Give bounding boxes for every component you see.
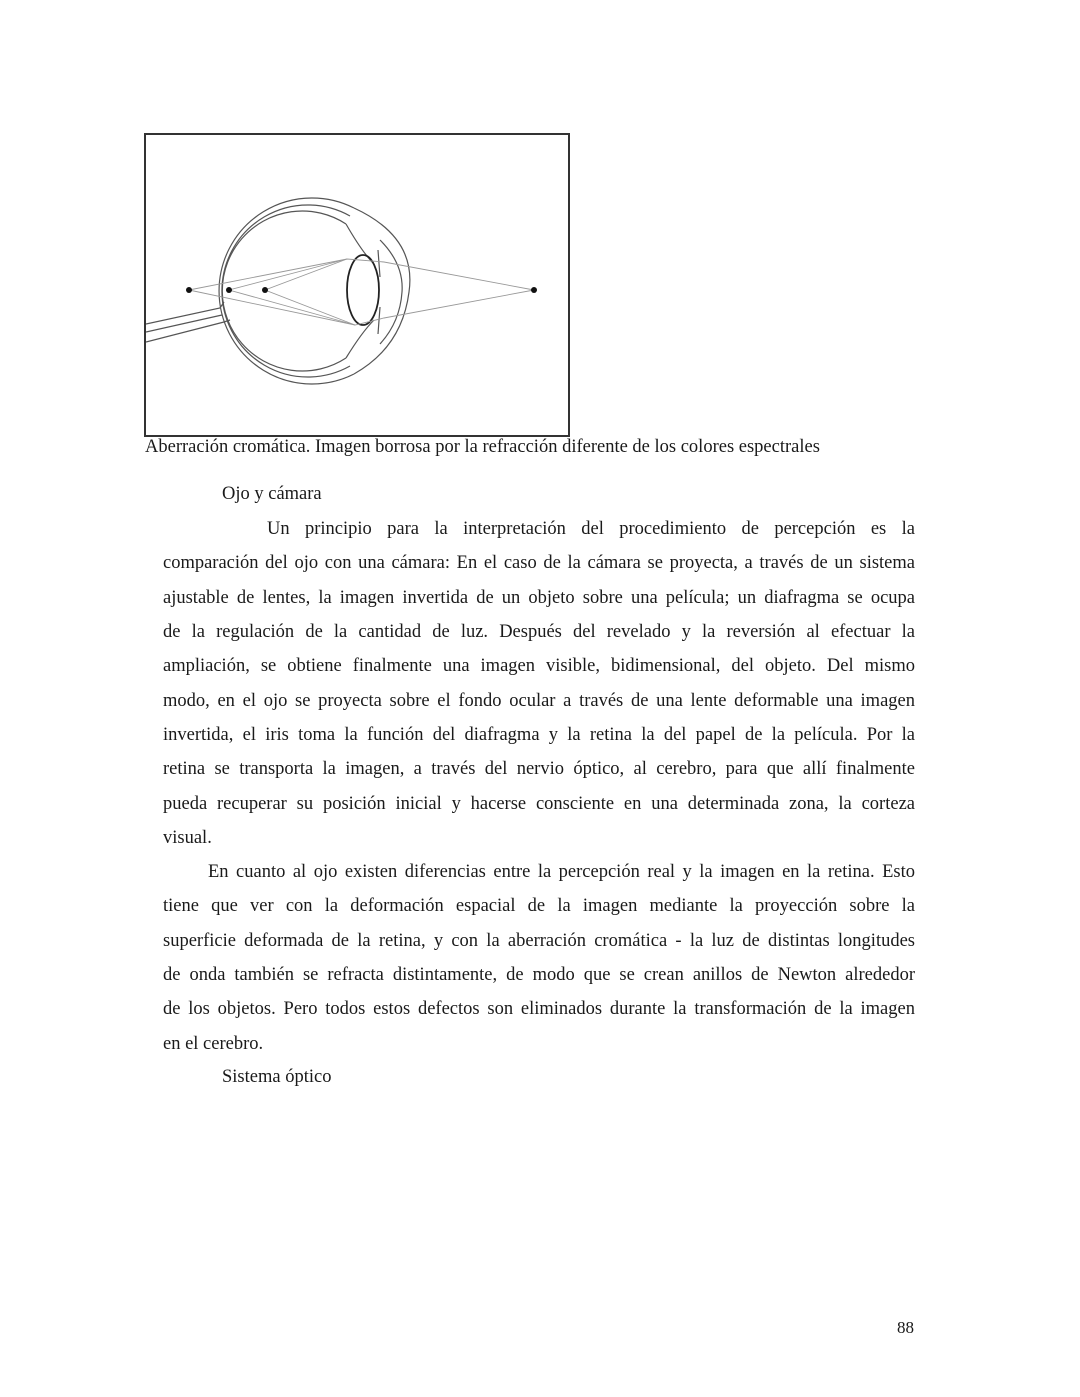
- text-line: en el cerebro.: [163, 1033, 264, 1054]
- eye-chromatic-aberration-illustration: [146, 135, 568, 435]
- text-line: comparación del ojo con una cámara: En el caso de la cámara se proyecta, a través de un sistema: [163, 553, 915, 574]
- section-heading-sistema-optico: Sistema óptico: [222, 1067, 332, 1087]
- text-line: ampliación, se obtiene finalmente una imagen visible, bidimensional, del objeto. Del mismo: [163, 656, 915, 677]
- text-line: de la regulación de la cantidad de luz. Después del revelado y la reversión al efectuar la: [163, 622, 915, 643]
- text-line: Un principio para la interpretación del procedimiento de percepción es la: [267, 519, 915, 539]
- section-heading-ojo-y-camara: Ojo y cámara: [222, 484, 322, 504]
- text-line: retina se transporta la imagen, a través del nervio óptico, al cerebro, para que allí finalmente: [163, 759, 915, 780]
- text-line: En cuanto al ojo existen diferencias entre la percepción real y la imagen en la retina. Esto: [208, 862, 915, 882]
- text-line: pueda recuperar su posición inicial y hacerse consciente en una determinada zona, la corteza: [163, 793, 915, 814]
- text-line: de los objetos. Pero todos estos defectos son eliminados durante la transformación de la imagen: [163, 999, 915, 1020]
- text-line: tiene que ver con la deformación espacial de la imagen mediante la proyección sobre la: [163, 896, 915, 917]
- text-line: superficie deformada de la retina, y con la aberración cromática - la luz de distintas longitudes: [163, 930, 915, 951]
- text-line: de onda también se refracta distintamente, de modo que se crean anillos de Newton alrededor: [163, 965, 915, 986]
- text-line: ajustable de lentes, la imagen invertida de un objeto sobre una película; un diafragma se ocupa: [163, 587, 915, 608]
- text-line: invertida, el iris toma la función del diafragma y la retina la del papel de la película. Por la: [163, 725, 915, 746]
- page-number: 88: [897, 1318, 914, 1337]
- text-line: visual.: [163, 828, 212, 849]
- figure-caption: Aberración cromática. Imagen borrosa por la refracción diferente de los colores espectrales: [145, 437, 820, 457]
- eye-diagram-figure: [144, 133, 570, 437]
- text-line: modo, en el ojo se proyecta sobre el fondo ocular a través de una lente deformable una imagen: [163, 690, 915, 711]
